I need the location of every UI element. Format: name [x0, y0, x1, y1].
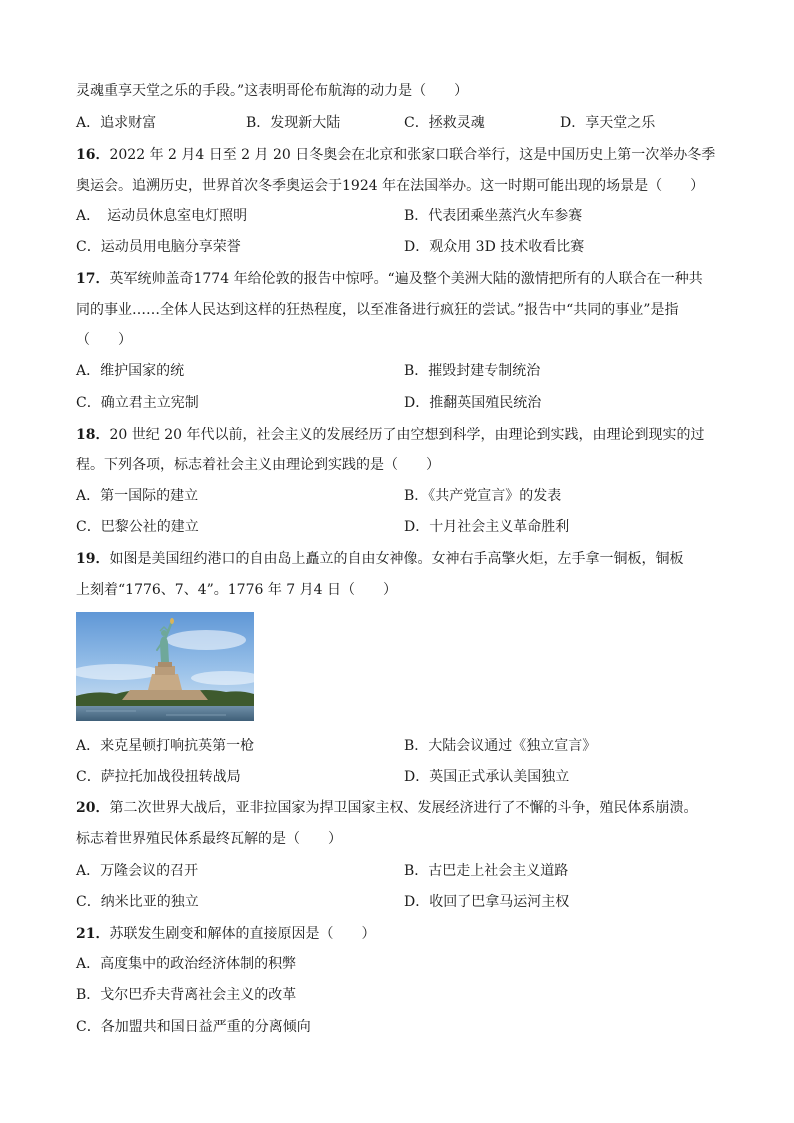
q16-option-d: D．观众用 3D 技术收看比赛	[404, 239, 585, 255]
q17-stem-line2: 同的事业……全体人民达到这样的狂热程度，以至准备进行疯狂的尝试。”报告中“共同的事业”是指	[76, 302, 679, 318]
q16-option-a: A． 运动员休息室电灯照明	[76, 208, 248, 224]
q19-option-b: B．大陆会议通过《独立宣言》	[404, 738, 597, 754]
q17-option-b: B．摧毁封建专制统治	[404, 363, 541, 379]
q15-option-b: B．发现新大陆	[246, 115, 341, 131]
q21-option-a: A．高度集中的政治经济体制的积弊	[76, 956, 297, 972]
q16-stem-line1: 16．2022 年 2 月4 日至 2 月 20 日冬奥会在北京和张家口联合举行，这是中国历史上第一次举办冬季	[76, 147, 716, 163]
q19-number: 19．	[76, 551, 110, 567]
q20-option-d: D．收回了巴拿马运河主权	[404, 894, 570, 910]
q18-option-b: B．《共产党宣言》的发表	[404, 488, 562, 504]
q20-option-a: A．万隆会议的召开	[76, 863, 199, 879]
q18-option-d: D．十月社会主义革命胜利	[404, 519, 570, 535]
q15-option-c: C．拯救灵魂	[404, 115, 485, 131]
q19-option-c: C．萨拉托加战役扭转战局	[76, 769, 241, 785]
q17-option-c: C．确立君主立宪制	[76, 395, 199, 411]
q17-stem-line3: （ ）	[76, 332, 132, 348]
q16-option-c: C．运动员用电脑分享荣誉	[76, 239, 241, 255]
q20-option-c: C．纳米比亚的独立	[76, 894, 199, 910]
q20-stem-line2: 标志着世界殖民体系最终瓦解的是（ ）	[76, 831, 342, 847]
q16-stem-line2: 奥运会。追溯历史，世界首次冬季奥运会于1924 年在法国举办。这一时期可能出现的场景是（ ）	[76, 178, 705, 194]
q17-number: 17．	[76, 271, 110, 287]
q18-option-c: C．巴黎公社的建立	[76, 519, 199, 535]
q19-option-a: A．来克星顿打响抗英第一枪	[76, 738, 255, 754]
q19-stem-line1: 19．如图是美国纽约港口的自由岛上矗立的自由女神像。女神右手高擎火炬，左手拿一铜板，铜板	[76, 551, 684, 567]
q15-option-a: A．追求财富	[76, 115, 157, 131]
q20-number: 20．	[76, 800, 110, 816]
statue-of-liberty-photo	[76, 612, 254, 721]
q21-option-c: C．各加盟共和国日益严重的分离倾向	[76, 1019, 311, 1035]
q16-option-b: B．代表团乘坐蒸汽火车参赛	[404, 208, 583, 224]
q18-number: 18．	[76, 427, 110, 443]
q17-option-a: A．维护国家的统	[76, 363, 185, 379]
statue-of-liberty-illustration	[76, 612, 254, 721]
q21-stem-line1: 21．苏联发生剧变和解体的直接原因是（ ）	[76, 926, 376, 942]
q20-option-b: B．古巴走上社会主义道路	[404, 863, 569, 879]
q15-stem: 灵魂重享天堂之乐的手段。”这表明哥伦布航海的动力是（ ）	[76, 83, 469, 99]
q20-stem-line1: 20．第二次世界大战后，亚非拉国家为捍卫国家主权、发展经济进行了不懈的斗争，殖民体系崩溃。	[76, 800, 698, 816]
q17-option-d: D．推翻英国殖民统治	[404, 395, 542, 411]
q16-number: 16．	[76, 147, 110, 163]
q18-stem-line1: 18．20 世纪 20 年代以前，社会主义的发展经历了由空想到科学，由理论到实践，由理论到现实的过	[76, 427, 705, 443]
q21-option-b: B．戈尔巴乔夫背离社会主义的改革	[76, 987, 297, 1003]
q19-option-d: D．英国正式承认美国独立	[404, 769, 570, 785]
q18-option-a: A．第一国际的建立	[76, 488, 199, 504]
q17-stem-line1: 17．英军统帅盖奇1774 年给伦敦的报告中惊呼。“遍及整个美洲大陆的激情把所有的人联合在一种共	[76, 271, 703, 287]
q19-stem-line2: 上刻着“1776、7、4”。1776 年 7 月4 日（ ）	[76, 582, 398, 598]
q15-option-d: D．享天堂之乐	[560, 115, 656, 131]
q18-stem-line2: 程。下列各项，标志着社会主义由理论到实践的是（ ）	[76, 457, 440, 473]
q21-number: 21．	[76, 926, 110, 942]
